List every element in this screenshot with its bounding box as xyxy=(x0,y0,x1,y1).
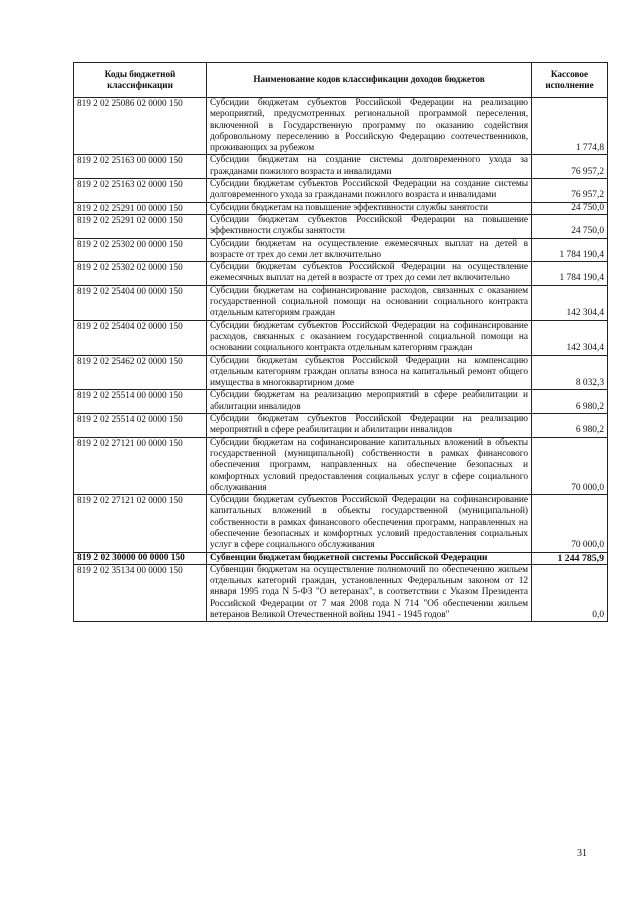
code-cell: 819 2 02 25404 00 0000 150 xyxy=(74,285,207,320)
code-cell: 819 2 02 25086 02 0000 150 xyxy=(74,98,207,155)
sum-cell: 76 957,2 xyxy=(532,155,608,179)
sum-cell: 1 774,8 xyxy=(532,98,608,155)
code-cell: 819 2 02 30000 00 0000 150 xyxy=(74,552,207,564)
code-cell: 819 2 02 25291 00 0000 150 xyxy=(74,202,207,214)
sum-cell: 6 980,2 xyxy=(532,390,608,414)
table-row xyxy=(74,552,608,564)
name-cell: Субсидии бюджетам на реализацию мероприятий в сфере реабилитации и абилитации инвалидов xyxy=(207,390,532,414)
name-cell: Субвенции бюджетам на осуществление полномочий по обеспечению жильем отдельных категорий граждан, установленных Федеральным законом от 12 января 1995 года N 5-ФЗ "О ветеранах", в соответствии с Указом Президента Российской Федерации от 7 мая 2008 года N 714 "Об обеспечении жильем ветеранов Великой Отечественной войны 1941 - 1945 годов" xyxy=(207,564,532,621)
table-row xyxy=(74,564,608,621)
page-number: 31 xyxy=(577,848,587,859)
name-cell: Субсидии бюджетам субъектов Российской Федерации на повышение эффективности службы занятости xyxy=(207,214,532,238)
name-cell: Субсидии бюджетам субъектов Российской Федерации на создание системы долговременного ухода за гражданами пожилого возраста и инвалидами xyxy=(207,179,532,203)
code-cell: 819 2 02 27121 00 0000 150 xyxy=(74,437,207,494)
name-cell: Субсидии бюджетам субъектов Российской Федерации на реализацию мероприятий, предусмотренных региональной программой переселения, включенной в Государственную программу по оказанию содействия добровольному переселению в Российскую Федерацию соотечественников, проживающих за рубежом xyxy=(207,98,532,155)
code-cell: 819 2 02 25514 00 0000 150 xyxy=(74,390,207,414)
name-cell: Субсидии бюджетам субъектов Российской Федерации на софинансирование капитальных вложений в объекты государственной (муниципальной) собственности в рамках финансового обеспечения программ, направленных на обеспечение безопасных и комфортных условий предоставления социальных услуг в сфере социального обслуживания xyxy=(207,495,532,552)
code-cell: 819 2 02 25302 02 0000 150 xyxy=(74,262,207,286)
sum-cell: 142 304,4 xyxy=(532,285,608,320)
sum-cell: 76 957,2 xyxy=(532,179,608,203)
table-row xyxy=(74,437,608,494)
name-cell: Субвенции бюджетам бюджетной системы Российской Федерации xyxy=(207,552,532,564)
code-cell: 819 2 02 25291 02 0000 150 xyxy=(74,214,207,238)
code-cell: 819 2 02 25404 02 0000 150 xyxy=(74,320,207,355)
budget-table xyxy=(73,62,608,622)
code-cell: 819 2 02 25163 00 0000 150 xyxy=(74,155,207,179)
code-cell: 819 2 02 25163 02 0000 150 xyxy=(74,179,207,203)
sum-cell: 1 244 785,9 xyxy=(532,552,608,564)
table-row xyxy=(74,495,608,552)
code-cell: 819 2 02 25462 02 0000 150 xyxy=(74,355,207,390)
name-cell: Субсидии бюджетам на создание системы долговременного ухода за гражданами пожилого возраста и инвалидами xyxy=(207,155,532,179)
name-cell: Субсидии бюджетам на софинансирование капитальных вложений в объекты государственной (муниципальной) собственности в рамках финансового обеспечения программ, направленных на обеспечение безопасных и комфортных условий предоставления социальных услуг в сфере социального обслуживания xyxy=(207,437,532,494)
table-row xyxy=(74,355,608,390)
name-cell: Субсидии бюджетам на повышение эффективности службы занятости xyxy=(207,202,532,214)
table-row xyxy=(74,98,608,155)
table-row xyxy=(74,202,608,214)
table-row xyxy=(74,179,608,203)
name-cell: Субсидии бюджетам на софинансирование расходов, связанных с оказанием государственной социальной помощи на основании социального контракта отдельным категориям граждан xyxy=(207,285,532,320)
sum-cell: 142 304,4 xyxy=(532,320,608,355)
header-sum: Кассовое исполнение xyxy=(532,63,608,98)
name-cell: Субсидии бюджетам субъектов Российской Федерации на софинансирование расходов, связанных с оказанием государственной социальной помощи на основании социального контракта отдельным категориям граждан xyxy=(207,320,532,355)
name-cell: Субсидии бюджетам на осуществление ежемесячных выплат на детей в возрасте от трех до семи лет включительно xyxy=(207,238,532,262)
code-cell: 819 2 02 25302 00 0000 150 xyxy=(74,238,207,262)
sum-cell: 6 980,2 xyxy=(532,414,608,438)
name-cell: Субсидии бюджетам субъектов Российской Федерации на компенсацию отдельным категориям граждан оплаты взноса на капитальный ремонт общего имущества в многоквартирном доме xyxy=(207,355,532,390)
table-row xyxy=(74,214,608,238)
code-cell: 819 2 02 25514 02 0000 150 xyxy=(74,414,207,438)
table-row xyxy=(74,155,608,179)
table-row xyxy=(74,262,608,286)
sum-cell: 24 750,0 xyxy=(532,202,608,214)
table-row xyxy=(74,238,608,262)
table-row xyxy=(74,390,608,414)
sum-cell: 8 032,3 xyxy=(532,355,608,390)
table-row xyxy=(74,285,608,320)
code-cell: 819 2 02 35134 00 0000 150 xyxy=(74,564,207,621)
budget-table-container xyxy=(73,62,607,622)
sum-cell: 70 000,0 xyxy=(532,437,608,494)
code-cell: 819 2 02 27121 02 0000 150 xyxy=(74,495,207,552)
sum-cell: 1 784 190,4 xyxy=(532,262,608,286)
sum-cell: 70 000,0 xyxy=(532,495,608,552)
table-row xyxy=(74,414,608,438)
header-name: Наименование кодов классификации доходов бюджетов xyxy=(207,63,532,98)
header-code: Коды бюджетной классификации xyxy=(74,63,207,98)
name-cell: Субсидии бюджетам субъектов Российской Федерации на осуществление ежемесячных выплат на детей в возрасте от трех до семи лет включительно xyxy=(207,262,532,286)
sum-cell: 1 784 190,4 xyxy=(532,238,608,262)
table-body xyxy=(74,98,608,622)
table-header-row xyxy=(74,63,608,98)
sum-cell: 24 750,0 xyxy=(532,214,608,238)
table-row xyxy=(74,320,608,355)
name-cell: Субсидии бюджетам субъектов Российской Федерации на реализацию мероприятий в сфере реабилитации и абилитации инвалидов xyxy=(207,414,532,438)
sum-cell: 0,0 xyxy=(532,564,608,621)
